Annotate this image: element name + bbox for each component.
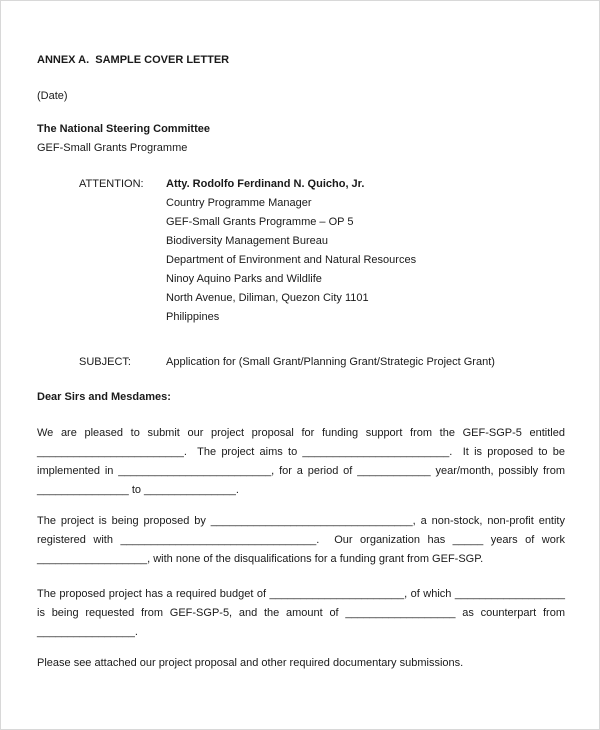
paragraph-funding-request: We are pleased to submit our project proposal for funding support from the GEF-SGP-5 entitled ________________________. The project aims to ________________________. It is proposed to be implemented in _________________________, for a period of ____________ year/month, possibly from _______________ to _______________. — [37, 427, 565, 496]
paragraph-budget-info: The proposed project has a required budget of ______________________, of which __________________ is being requested from GEF-SGP-5, and the amount of __________________ as counterpart from ________________. — [37, 588, 565, 638]
attention-block — [37, 175, 565, 327]
attention-line: Country Programme Manager — [166, 197, 312, 209]
attention-line: Department of Environment and Natural Resources — [166, 254, 417, 266]
attention-address — [166, 175, 565, 327]
subject-text: Application for (Small Grant/Planning Grant/Strategic Project Grant) — [166, 356, 495, 368]
closing-line: Please see attached our project proposal and other required documentary submissions. — [37, 657, 464, 669]
page-title: ANNEX A. SAMPLE COVER LETTER — [37, 54, 230, 66]
salutation: Dear Sirs and Mesdames: — [37, 391, 171, 403]
recipient-block — [37, 120, 565, 158]
subject-block — [37, 353, 565, 372]
attention-line: Ninoy Aquino Parks and Wildlife — [166, 273, 322, 285]
attention-line: GEF-Small Grants Programme – OP 5 — [166, 216, 354, 228]
date-placeholder: (Date) — [37, 90, 68, 102]
attention-label: ATTENTION: — [79, 178, 144, 190]
attention-line: Atty. Rodolfo Ferdinand N. Quicho, Jr. — [166, 178, 365, 190]
attention-line: Philippines — [166, 311, 220, 323]
attention-line: Biodiversity Management Bureau — [166, 235, 329, 247]
attention-line: North Avenue, Diliman, Quezon City 1101 — [166, 292, 369, 304]
recipient-org: GEF-Small Grants Programme — [37, 142, 188, 154]
recipient-name: The National Steering Committee — [37, 123, 210, 135]
paragraph-proponent-info: The project is being proposed by _________________________________, a non-stock, non-profit entity registered with ________________________________. Our organization has _____ years of work __________________, with none of the disqualifications for a funding grant from GEF-SGP. — [37, 515, 565, 565]
subject-label: SUBJECT: — [79, 356, 131, 368]
